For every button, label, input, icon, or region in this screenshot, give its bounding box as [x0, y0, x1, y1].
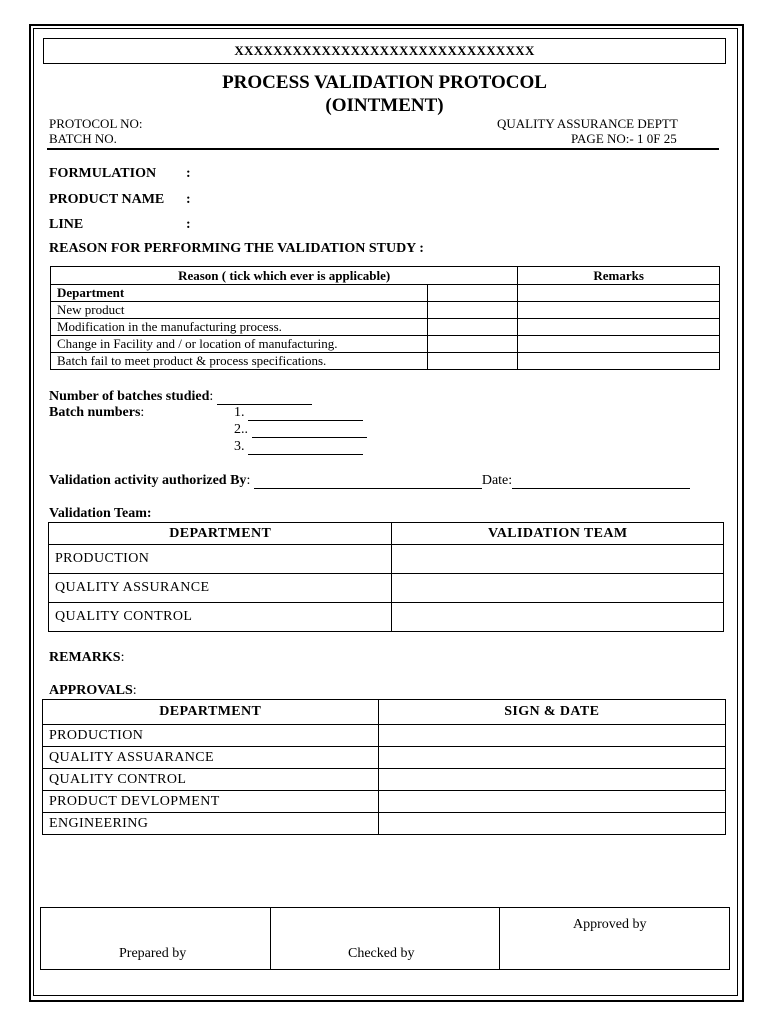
tick-cell[interactable] [428, 319, 518, 336]
remarks-cell[interactable] [518, 336, 720, 353]
batch-numbers-label: Batch numbers [49, 405, 141, 420]
batches-count-label: Number of batches studied [49, 389, 210, 404]
validation-team-column-header: VALIDATION TEAM [392, 523, 724, 545]
tick-cell[interactable] [428, 302, 518, 319]
reason-heading: REASON FOR PERFORMING THE VALIDATION STUDY : [49, 241, 424, 256]
batch-numbers-row [49, 405, 144, 421]
approvals-department-header: DEPARTMENT [43, 700, 379, 725]
validation-team-heading: Validation Team: [49, 506, 152, 521]
table-row [49, 603, 724, 632]
tick-cell[interactable] [428, 285, 518, 302]
page-number: PAGE NO:- 1 0F 25 [571, 131, 677, 146]
reason-cell: Modification in the manufacturing process. [51, 319, 428, 336]
remarks-label: REMARKS [49, 650, 121, 665]
department-label: QUALITY ASSURANCE DEPTT [497, 116, 678, 131]
line-colon: : [186, 217, 191, 232]
sign-date-cell[interactable] [378, 747, 725, 769]
product-name-colon: : [186, 192, 191, 207]
company-code-box: XXXXXXXXXXXXXXXXXXXXXXXXXXXXXXX [43, 38, 726, 64]
remarks-cell[interactable] [518, 285, 720, 302]
signoff-box [40, 907, 730, 970]
approval-department-cell: ENGINEERING [43, 813, 379, 835]
date-blank[interactable] [512, 474, 690, 489]
team-member-cell[interactable] [392, 574, 724, 603]
reason-cell: Department [51, 285, 428, 302]
sign-date-cell[interactable] [378, 769, 725, 791]
remarks-column-header: Remarks [518, 267, 720, 285]
table-row [43, 791, 726, 813]
batch-number-index: 1. [234, 405, 245, 420]
remarks-row [49, 650, 124, 666]
batch-no-label: BATCH NO. [49, 131, 117, 146]
table-row [51, 285, 720, 302]
sign-date-header: SIGN & DATE [378, 700, 725, 725]
table-row [43, 747, 726, 769]
reason-cell: New product [51, 302, 428, 319]
batch-number-blank[interactable] [248, 440, 363, 455]
table-row [49, 574, 724, 603]
table-row [43, 769, 726, 791]
approval-department-cell: PRODUCT DEVLOPMENT [43, 791, 379, 813]
department-cell: QUALITY ASSURANCE [49, 574, 392, 603]
approval-department-cell: QUALITY ASSUARANCE [43, 747, 379, 769]
batch-number-item [234, 439, 363, 455]
approved-by-cell[interactable] [499, 908, 729, 969]
table-row [49, 545, 724, 574]
approvals-row [49, 683, 137, 699]
remarks-colon: : [120, 650, 125, 665]
line-label: LINE [49, 217, 84, 232]
approvals-label: APPROVALS [49, 683, 133, 698]
validation-team-table [48, 522, 724, 632]
checked-by-cell[interactable] [270, 908, 500, 969]
approvals-table [42, 699, 726, 835]
reason-table-header [51, 267, 720, 285]
approved-by-label: Approved by [573, 917, 647, 932]
protocol-no-label: PROTOCOL NO: [49, 116, 143, 131]
validation-team-header [49, 523, 724, 545]
table-row [43, 813, 726, 835]
authorized-by-colon: : [246, 473, 251, 488]
sign-date-cell[interactable] [378, 725, 725, 747]
batch-number-item [234, 405, 363, 421]
sign-date-cell[interactable] [378, 791, 725, 813]
department-cell: PRODUCTION [49, 545, 392, 574]
remarks-cell[interactable] [518, 302, 720, 319]
date-label: Date: [481, 473, 513, 488]
table-row [51, 302, 720, 319]
sign-date-cell[interactable] [378, 813, 725, 835]
approvals-header [43, 700, 726, 725]
department-column-header: DEPARTMENT [49, 523, 392, 545]
batch-number-blank[interactable] [252, 423, 367, 438]
table-row [51, 319, 720, 336]
checked-by-label: Checked by [348, 946, 415, 961]
batches-count-blank[interactable] [217, 390, 312, 405]
batch-number-blank[interactable] [248, 406, 363, 421]
reason-column-header: Reason ( tick which ever is applicable) [51, 267, 518, 285]
formulation-label: FORMULATION [49, 166, 157, 181]
authorized-by-label: Validation activity authorized By [49, 473, 247, 488]
reason-cell: Batch fail to meet product & process specifications. [51, 353, 428, 370]
prepared-by-cell[interactable] [41, 908, 271, 969]
department-cell: QUALITY CONTROL [49, 603, 392, 632]
product-name-label: PRODUCT NAME [49, 192, 165, 207]
batch-number-index: 3. [234, 439, 245, 454]
tick-cell[interactable] [428, 353, 518, 370]
document-title: PROCESS VALIDATION PROTOCOL [222, 72, 547, 93]
batch-number-index: 2.. [234, 422, 248, 437]
prepared-by-label: Prepared by [119, 946, 187, 961]
tick-cell[interactable] [428, 336, 518, 353]
batch-numbers-colon: : [140, 405, 145, 420]
header-divider [47, 148, 719, 150]
batches-count-colon: : [209, 389, 214, 404]
reason-table [50, 266, 720, 370]
document-subtitle: (OINTMENT) [325, 95, 444, 116]
remarks-cell[interactable] [518, 353, 720, 370]
batches-count-row [49, 389, 312, 405]
table-row [43, 725, 726, 747]
authorized-by-blank[interactable] [254, 474, 482, 489]
reason-cell: Change in Facility and / or location of manufacturing. [51, 336, 428, 353]
team-member-cell[interactable] [392, 603, 724, 632]
approvals-colon: : [132, 683, 137, 698]
approval-department-cell: QUALITY CONTROL [43, 769, 379, 791]
authorization-row [49, 473, 690, 489]
team-member-cell[interactable] [392, 545, 724, 574]
approval-department-cell: PRODUCTION [43, 725, 379, 747]
table-row [51, 336, 720, 353]
table-row [51, 353, 720, 370]
remarks-cell[interactable] [518, 319, 720, 336]
batch-number-item [234, 422, 367, 438]
formulation-colon: : [186, 166, 191, 181]
